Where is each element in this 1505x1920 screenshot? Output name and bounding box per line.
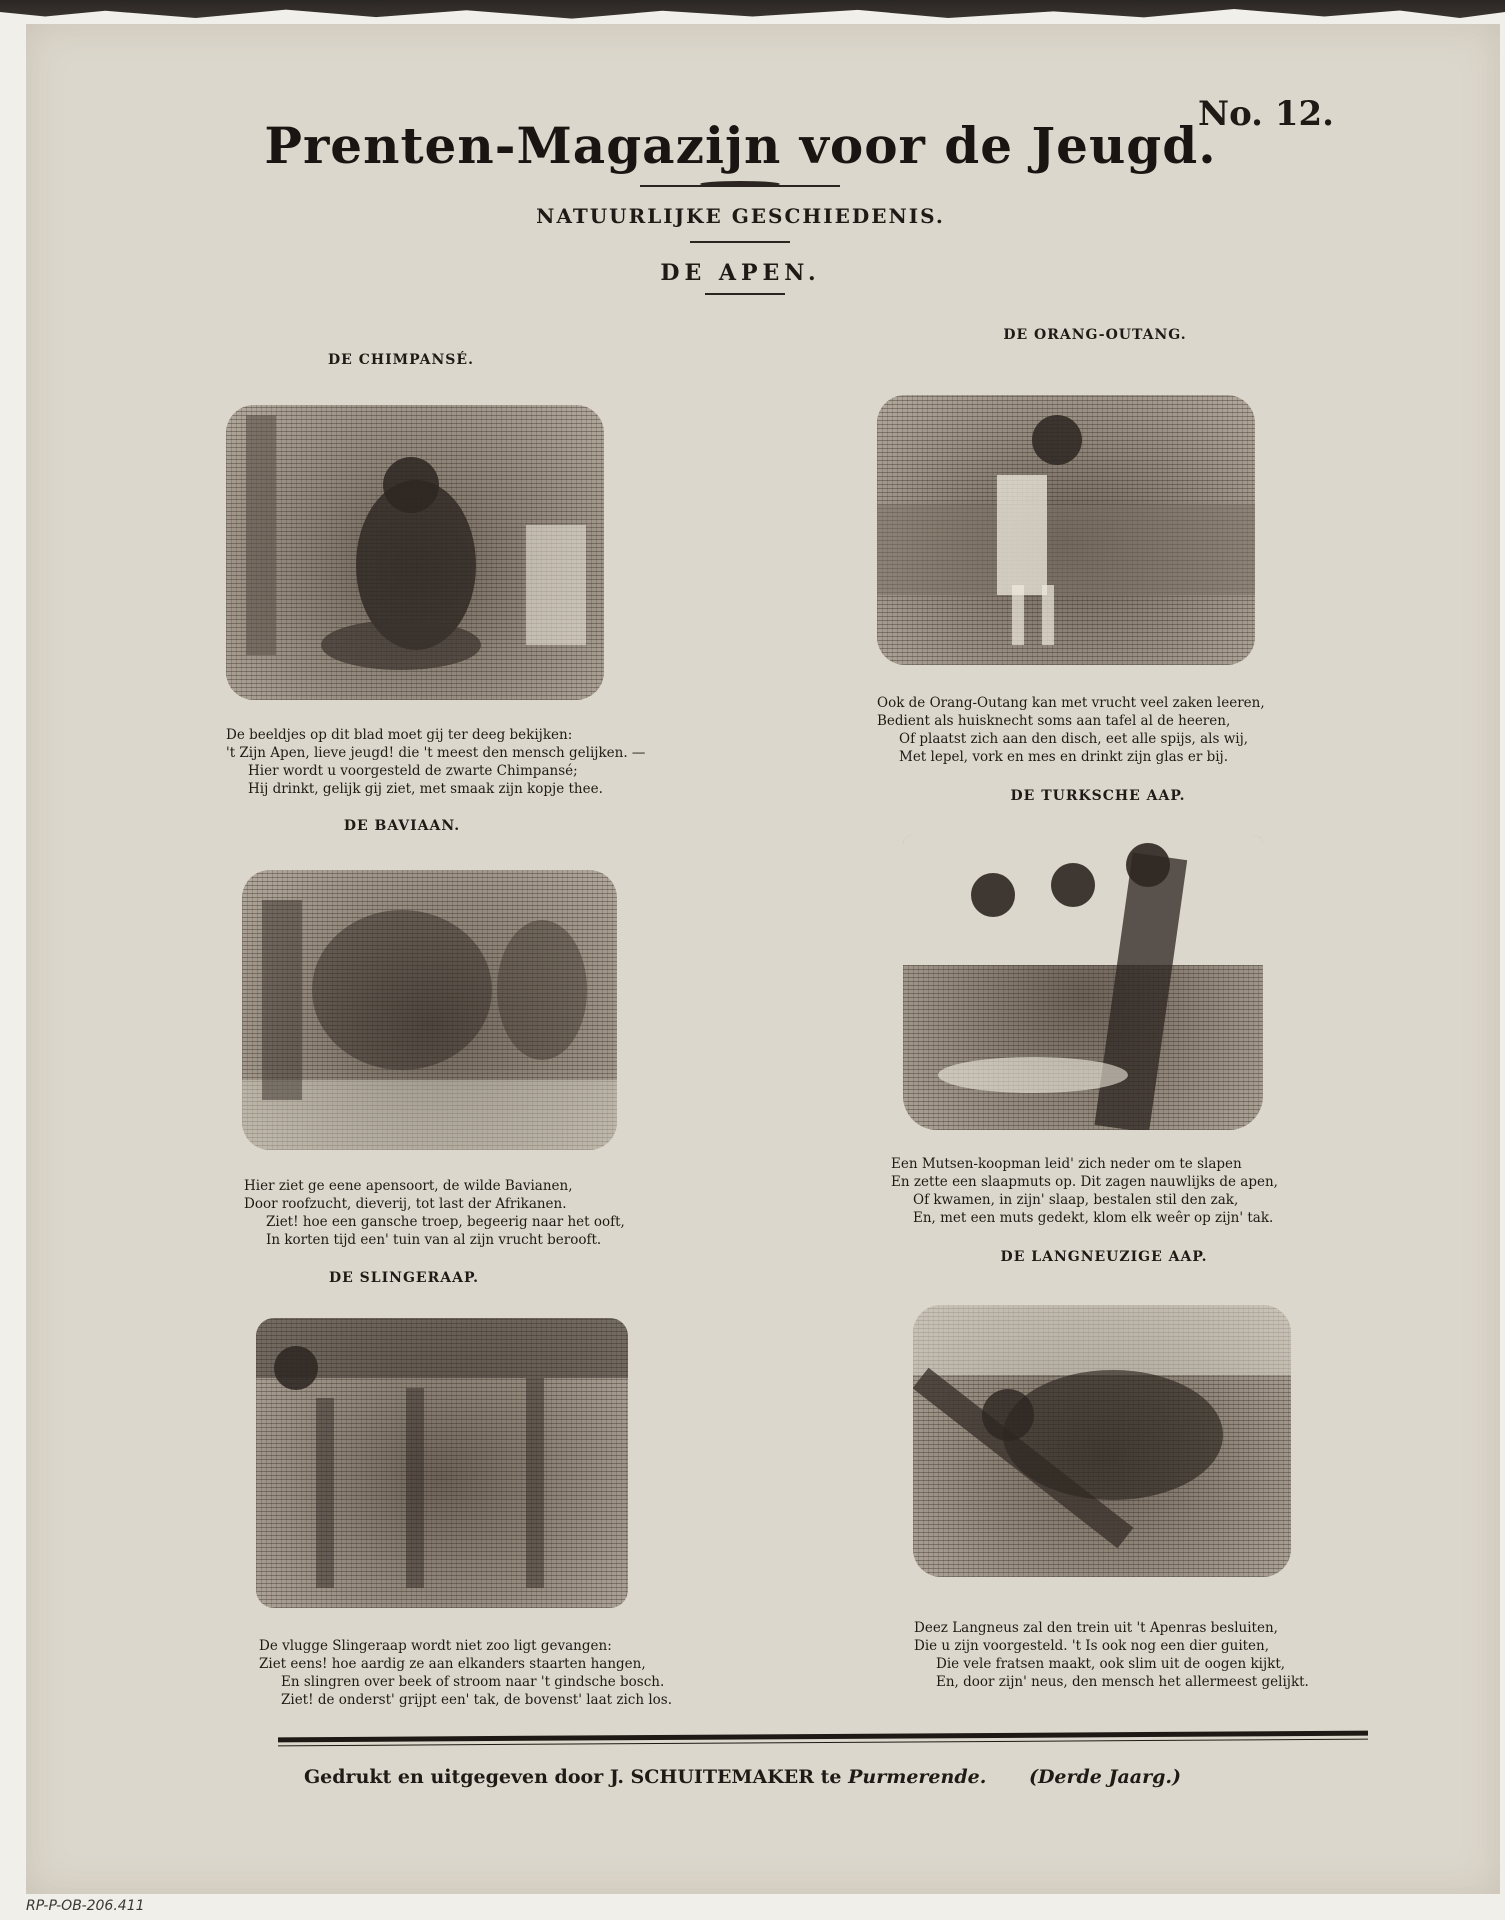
verse-line: Deez Langneus zal den trein uit 't Apenras besluiten, <box>914 1620 1278 1636</box>
verse-line: Of kwamen, in zijn' slaap, bestalen stil den zak, <box>913 1192 1239 1208</box>
verse-line: En zette een slaapmuts op. Dit zagen nauwlijks de apen, <box>891 1174 1278 1190</box>
verse-line: Ziet! hoe een gansche troep, begeerig naar het ooft, <box>266 1214 625 1230</box>
verse-line: En, door zijn' neus, den mensch het allermeest gelijkt. <box>936 1674 1309 1690</box>
imprint-place: Purmerende. <box>848 1766 987 1788</box>
verse-line: De beeldjes op dit blad moet gij ter deeg bekijken: <box>226 727 573 743</box>
verse-line: En, met een muts gedekt, klom elk weêr op zijn' tak. <box>913 1210 1274 1226</box>
verse-line: Hier ziet ge eene apensoort, de wilde Bavianen, <box>244 1178 573 1194</box>
verse-line: Een Mutsen-koopman leid' zich neder om te slapen <box>891 1156 1242 1172</box>
verse-turksche-aap <box>891 1155 1278 1227</box>
verse-line: In korten tijd een' tuin van al zijn vrucht berooft. <box>266 1232 602 1248</box>
illustration-slingeraap <box>256 1318 628 1608</box>
langneuzige-aap-drawing <box>913 1305 1291 1577</box>
imprint-line <box>0 1766 1495 1788</box>
issue-number: No. 12. <box>1198 94 1334 134</box>
verse-line: 't Zijn Apen, lieve jeugd! die 't meest den mensch gelijken. — <box>226 745 646 761</box>
verse-orang-outang <box>877 694 1265 766</box>
verse-line: Ook de Orang-Outang kan met vrucht veel zaken leeren, <box>877 695 1265 711</box>
verse-line: En slingren over beek of stroom naar 't gindsche bosch. <box>281 1674 665 1690</box>
subtitle-rule <box>690 241 790 243</box>
illustration-baviaan <box>242 870 617 1150</box>
verse-slingeraap <box>259 1637 672 1709</box>
verse-line: Hij drinkt, gelijk gij ziet, met smaak zijn kopje thee. <box>248 781 603 797</box>
verse-line: Die vele fratsen maakt, ook slim uit de oogen kijkt, <box>936 1656 1286 1672</box>
section-title-langneuzige-aap: DE LANGNEUZIGE AAP. <box>1000 1249 1208 1265</box>
verse-line: Die u zijn voorgesteld. 't Is ook nog een dier guiten, <box>914 1638 1270 1654</box>
illustration-orang-outang <box>877 395 1255 665</box>
section-title-slingeraap: DE SLINGERAAP. <box>328 1270 480 1286</box>
subtitle: NATUURLIJKE GESCHIEDENIS. <box>536 204 945 228</box>
topic-title: DE APEN. <box>660 260 821 286</box>
verse-line: Door roofzucht, dieverij, tot last der Afrikanen. <box>244 1196 567 1212</box>
topic-rule <box>705 293 785 295</box>
page-title: Prenten-Magazijn voor de Jeugd. <box>264 116 1217 175</box>
verse-line: Ziet eens! hoe aardig ze aan elkanders staarten hangen, <box>259 1656 646 1672</box>
illustration-turksche-aap <box>903 835 1263 1130</box>
section-title-orang-outang: DE ORANG-OUTANG. <box>1003 327 1187 343</box>
illustration-langneuzige-aap <box>913 1305 1291 1577</box>
slingeraap-drawing <box>256 1318 628 1608</box>
verse-line: Ziet! de onderst' grijpt een' tak, de bovenst' laat zich los. <box>281 1692 673 1708</box>
verse-line: Bedient als huisknecht soms aan tafel al de heeren, <box>877 713 1231 729</box>
imprint-text: Gedrukt en uitgegeven door J. SCHUITEMAKER te <box>303 1766 842 1788</box>
catalog-number: RP-P-OB-206.411 <box>26 1898 145 1914</box>
section-title-chimpanse: DE CHIMPANSÉ. <box>328 352 474 368</box>
verse-langneuzige-aap <box>914 1619 1309 1691</box>
orang-outang-drawing <box>877 395 1255 665</box>
verse-line: Hier wordt u voorgesteld de zwarte Chimpansé; <box>248 763 578 779</box>
verse-chimpanse <box>226 726 645 798</box>
verse-baviaan <box>244 1177 625 1249</box>
baviaan-drawing <box>242 870 617 1150</box>
verse-line: Of plaatst zich aan den disch, eet alle spijs, als wij, <box>899 731 1249 747</box>
turksche-aap-drawing <box>903 835 1263 1130</box>
section-title-baviaan: DE BAVIAAN. <box>343 818 461 834</box>
volume-label: (Derde Jaarg.) <box>1028 1766 1182 1788</box>
title-flourish-center <box>700 181 780 187</box>
verse-line: Met lepel, vork en mes en drinkt zijn glas er bij. <box>899 749 1229 765</box>
verse-line: De vlugge Slingeraap wordt niet zoo ligt gevangen: <box>259 1638 612 1654</box>
illustration-chimpanse <box>226 405 604 700</box>
section-title-turksche-aap: DE TURKSCHE AAP. <box>1010 788 1186 804</box>
chimpanse-drawing <box>226 405 604 700</box>
